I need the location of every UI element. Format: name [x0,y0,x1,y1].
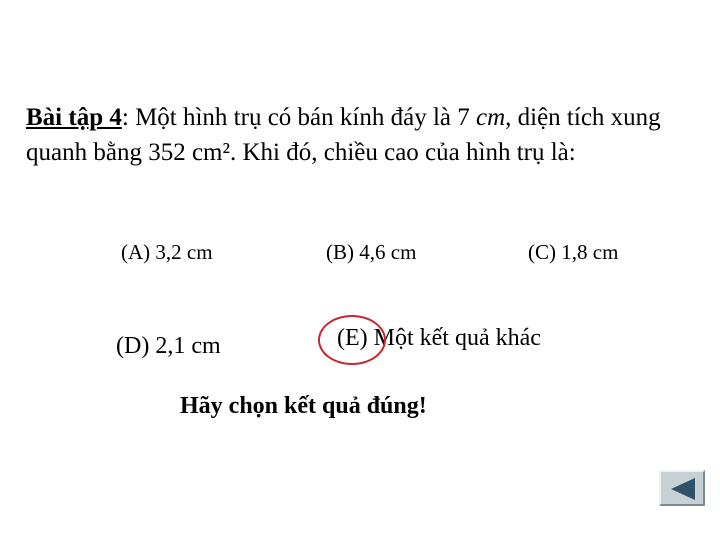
option-b[interactable]: (B) 4,6 cm [326,240,417,264]
option-e[interactable]: (E) Một kết quả khác [337,325,541,351]
option-c[interactable]: (C) 1,8 cm [528,240,619,264]
question-body-start: Một hình trụ có bán kính đáy là 7 [135,104,476,131]
question-body-end: , diện tích xung quanh bằng 352 cm². Khi đó, chiều cao của hình trụ là: [26,104,661,166]
triangle-left-icon [669,476,697,502]
back-button[interactable] [659,470,705,506]
question-separator: : [121,104,136,131]
question-text [26,100,696,170]
option-d[interactable]: (D) 2,1 cm [116,333,221,359]
exercise-label: Bài tập 4 [26,104,122,131]
instruction-prompt: Hãy chọn kết quả đúng! [180,393,427,419]
radius-unit: cm [475,104,506,131]
option-a[interactable]: (A) 3,2 cm [121,240,213,264]
